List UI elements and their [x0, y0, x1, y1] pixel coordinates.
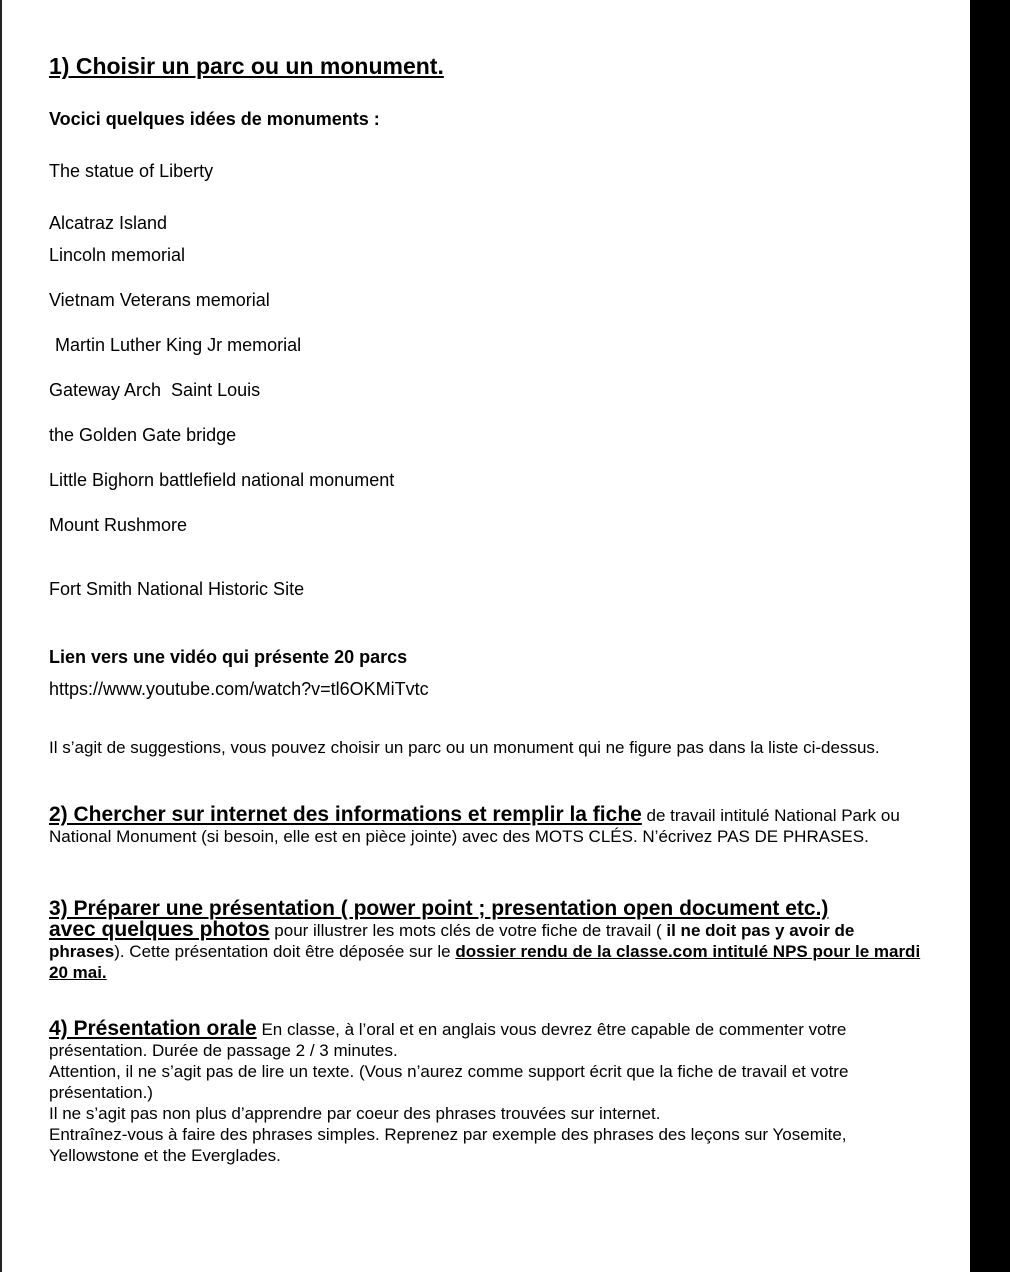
section2-heading: 2) Chercher sur internet des informations et remplir la fiche — [49, 803, 642, 826]
monument-item: Mount Rushmore — [49, 515, 188, 535]
monument-item: Little Bighorn battlefield national monument — [49, 470, 395, 490]
monument-item: The statue of Liberty — [49, 161, 214, 181]
section2-text: de travail intitulé National Park ou National Monument (si besoin, elle est en pièce jointe) avec des MOTS CLÉS. N’écrivez PAS DE PHRASES. — [49, 806, 900, 846]
section4-text: Entraînez-vous à faire des phrases simples. Reprenez par exemple des phrases des leçons sur Yosemite, Yellowstone et the Everglades. — [49, 1125, 847, 1165]
section3-heading: 3) Préparer une présentation ( power point ; presentation open document etc.) — [49, 897, 829, 920]
monument-item: Gateway Arch Saint Louis — [49, 380, 261, 400]
section2-paragraph — [49, 804, 929, 847]
monument-item: Lincoln memorial — [49, 245, 186, 265]
video-label: Lien vers une vidéo qui présente 20 parcs — [49, 647, 408, 667]
section3-bold-text: il ne doit pas y avoir de phrases — [49, 921, 855, 961]
monument-item: the Golden Gate bridge — [49, 425, 237, 445]
section1-title: 1) Choisir un parc ou un monument. — [49, 53, 444, 79]
section4-paragraph — [49, 1018, 929, 1166]
video-link[interactable]: https://www.youtube.com/watch?v=tl6OKMiTvtc — [49, 679, 429, 699]
section3-text: pour illustrer les mots clés de votre fiche de travail ( — [269, 921, 667, 940]
section3-paragraph — [49, 898, 929, 983]
section4-text: En classe, à l’oral et en anglais vous devrez être capable de commenter votre présentation. Durée de passage 2 / 3 minutes. — [49, 1020, 847, 1060]
suggestion-note: Il s’agit de suggestions, vous pouvez choisir un parc ou un monument qui ne figure pas dans la liste ci-dessus. — [49, 738, 880, 757]
section4-text: Attention, il ne s’agit pas de lire un texte. (Vous n’aurez comme support écrit que la fiche de travail et votre présentation.) — [49, 1062, 849, 1102]
section3-heading-continued: avec quelques photos — [49, 918, 270, 941]
section3-text: ). Cette présentation doit être déposée sur le — [114, 942, 456, 961]
monument-item: Alcatraz Island — [49, 213, 168, 233]
monument-item: Fort Smith National Historic Site — [49, 579, 305, 599]
monument-item: Martin Luther King Jr memorial — [55, 335, 302, 355]
section4-text: Il ne s’agit pas non plus d’apprendre par coeur des phrases trouvées sur internet. — [49, 1104, 661, 1123]
section4-heading: 4) Présentation orale — [49, 1017, 257, 1040]
monument-item: Vietnam Veterans memorial — [49, 290, 270, 310]
section3-deadline: dossier rendu de la classe.com intitulé NPS pour le mardi 20 mai. — [49, 942, 921, 982]
section1-subtitle: Vocici quelques idées de monuments : — [49, 109, 380, 129]
